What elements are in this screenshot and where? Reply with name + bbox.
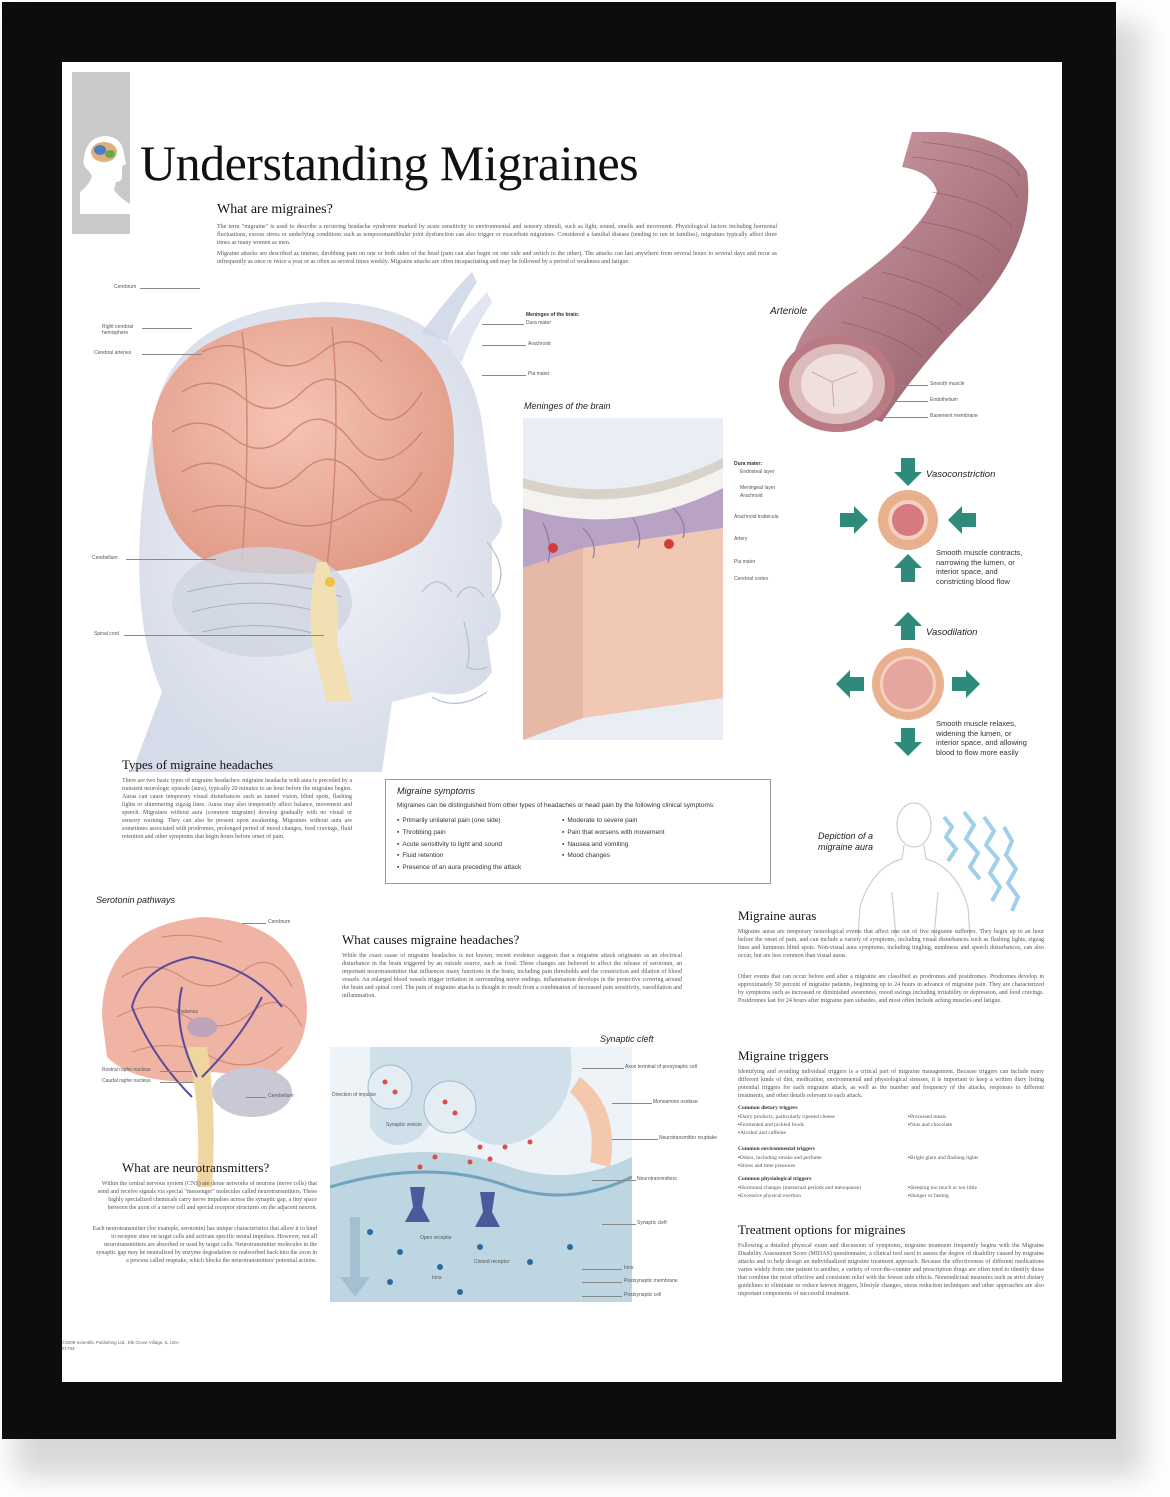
- environmental-triggers-right: [908, 1154, 978, 1162]
- copyright-text: ©2009 Scientific Publishing Ltd., Elk Grove Village, IL USA: [62, 1340, 179, 1345]
- label-rostral-raphe: Rostral raphe nucleus: [102, 1067, 151, 1073]
- trigger-item: ▪ Hormonal changes (menstrual periods and menopause): [738, 1184, 861, 1192]
- label-basement-membrane: Basement membrane: [930, 413, 978, 419]
- leader-line: [582, 1282, 622, 1283]
- leader-line: [892, 385, 928, 386]
- trigger-item: ▪ Fermented and pickled foods: [738, 1121, 835, 1129]
- vasodilation-heading: Vasodilation: [926, 627, 978, 638]
- label-ions: Ions: [624, 1265, 634, 1271]
- leader-line: [126, 559, 216, 560]
- trigger-item: ▪ Nuts and chocolate: [908, 1121, 952, 1129]
- environmental-triggers-left: [738, 1154, 822, 1170]
- neurotransmitters-heading: What are neurotransmitters?: [122, 1160, 270, 1175]
- label-direction-impulse: Direction of impulse: [332, 1092, 376, 1098]
- label-postsynaptic-cell: Postsynaptic cell: [624, 1292, 662, 1298]
- label-closed-receptor: Closed receptor: [474, 1259, 510, 1265]
- label-synaptic-cleft: Synaptic cleft: [637, 1220, 667, 1226]
- dietary-triggers-left: [738, 1113, 835, 1137]
- what-are-paragraph-1: The term "migraine" is used to describe a recurring headache syndrome marked by acute sensitivity to environmental and sensory stimuli, such as light, sound, smells and movement. Physiological factors including hormonal fluctuations, excess stress or underlying conditions such as temporomandibular joint dysfunction can also trigger or exacerbate migraines. Considered a familial disease (tending to run in families), migraines typically affect three times as many women as men.: [217, 224, 777, 246]
- meninges-illustration: [523, 418, 723, 740]
- leader-line: [160, 1082, 194, 1083]
- neurotransmitters-paragraph-2: Each neurotransmitter (for example, serotonin) has unique characteristics that allow it to bind to receptor sites on target cells and activate specific neural impulses. However, not all neurotransmitters are absorbed or used by target cells. Neurotransmitter molecules in the synaptic gap may be neutralized by enzyme degradation or reabsorbed back into the axon in a process called reuptake, which blocks the neurotransmitters' potential actions.: [92, 1226, 317, 1264]
- treatment-body: Following a detailed physical exam and discussion of symptoms, migraine treatment frequently begins with the Migraine Disability Assessment Score (MIDAS) questionnaire, a clinical tool used to assess the degree of disability caused by migraine attacks and to help design an individualized migraine treatment approach. Because the effectiveness of different medications varies widely from one patient to another, a variety of over-the-counter and prescription drugs are often tried to identify those that combine the most effective and consistent relief with the fewest side effects. Nonmedicinal measures such as strict dietary guidelines to eliminate or reduce known triggers, lifestyle changes, stress reduction techniques and other approaches are also important components of successful treatment.: [738, 1243, 1044, 1297]
- label-cerebellum: Cerebellum: [92, 555, 118, 561]
- label-pia-mater-2: Pia mater: [734, 559, 756, 565]
- copyright: [62, 1340, 179, 1352]
- leader-line: [142, 328, 192, 329]
- poster-frame: [2, 2, 1116, 1439]
- label-meninges-brain: Meninges of the brain:: [526, 312, 580, 318]
- trigger-item: ▪ Stress and time pressures: [738, 1162, 822, 1170]
- symptom-item: ▪ Nausea and vomiting: [562, 839, 665, 851]
- label-arachnoid: Arachnoid: [528, 341, 551, 347]
- leader-line: [124, 635, 324, 636]
- page-title: Understanding Migraines: [140, 135, 639, 191]
- label-arachnoid-2: Arachnoid: [740, 493, 763, 499]
- trigger-item: ▪ Odors, including smoke and perfume: [738, 1154, 822, 1162]
- symptom-item: ▪ Presence of an aura preceding the attack: [397, 862, 521, 874]
- leader-line: [482, 345, 526, 346]
- leader-line: [882, 401, 928, 402]
- label-dura-head: Dura mater:: [734, 461, 763, 467]
- item-number: #1793: [62, 1346, 75, 1351]
- neurotransmitters-paragraph-1: Within the central nervous system (CNS) are dense networks of neurons (nerve cells) that send and receive signals via special "messenger" molecules called neurotransmitters. These highly specialized chemicals carry nerve impulses across the synaptic gap, a tiny space between the axon of a nerve cell and special receptor structures on the adjacent neuron.: [97, 1181, 317, 1211]
- vasoconstriction-heading: Vasoconstriction: [926, 469, 996, 480]
- leader-line: [592, 1180, 636, 1181]
- label-thalamus: Thalamus: [176, 1009, 198, 1015]
- leader-line: [612, 1139, 658, 1140]
- trigger-item: ▪ Dairy products, particularly ripened cheese: [738, 1113, 835, 1121]
- label-monoamine-oxidase: Monoamine oxidase: [653, 1099, 698, 1105]
- label-cerebrum-2: Cerebrum: [268, 919, 291, 925]
- label-cerebellum-2: Cerebellum: [268, 1093, 294, 1099]
- label-ions-2: Ions: [432, 1275, 442, 1281]
- leader-line: [246, 1097, 266, 1098]
- symptom-item: ▪ Moderate to severe pain: [562, 815, 665, 827]
- symptom-item: ▪ Fluid retention: [397, 850, 521, 862]
- treatment-heading: Treatment options for migraines: [738, 1222, 906, 1237]
- serotonin-illustration: [92, 907, 312, 1187]
- symptoms-list-right: [562, 815, 665, 862]
- trigger-item: ▪ Alcohol and caffeine: [738, 1129, 835, 1137]
- label-postsynaptic-membrane: Postsynaptic membrane: [624, 1278, 678, 1284]
- brain-head-illustration: [92, 272, 562, 772]
- triggers-heading: Migraine triggers: [738, 1048, 829, 1063]
- leader-line: [612, 1103, 652, 1104]
- physiological-triggers-heading: Common physiological triggers: [738, 1176, 812, 1182]
- header-tab: [72, 72, 130, 234]
- leader-line: [582, 1269, 622, 1270]
- symptom-item: ▪ Mood changes: [562, 850, 665, 862]
- vasoconstriction-caption: Smooth muscle contracts, narrowing the lumen, or interior space, and constricting blood flow: [936, 548, 1023, 586]
- symptoms-list-left: [397, 815, 521, 874]
- leader-line: [582, 1296, 622, 1297]
- causes-body: While the exact cause of migraine headaches is not known, recent evidence suggests that a migraine attack originates as an electrical disturbance in the brain triggered by an outside source, such as food. These changes are believed to affect the release of serotonin, an important neurotransmitter that influences many functions in the brain, including pain thresholds and the constriction and dilation of blood vessels. An enlarged blood vessels trigger irritation in surrounding nerve endings, inflammation develops in the protective covering around the brain and spinal cord. The pain of migraine attacks is thought to result from a combination of increased pain sensitivity, vasodilation and inflammation.: [342, 953, 682, 999]
- label-pia-mater: Pia mater: [528, 371, 550, 377]
- label-caudal-raphe: Caudal raphe nucleus: [102, 1078, 151, 1084]
- meninges-heading: Meninges of the brain: [524, 401, 611, 411]
- causes-heading: What causes migraine headaches?: [342, 932, 520, 947]
- types-body: There are two basic types of migraine headaches: migraine headache with aura is preceded by a transient neurologic episode (aura), typically 20 minutes to an hour before the migraine begins. Auras can cause temporary visual disturbances such as tunnel vision, blind spots, flashing lights or shimmering zigzag lines. Auras may also temporarily affect balance, movement and speech. Migraines without aura (common migraine) develop gradually with no visual or sensory warning. They can also be present upon awakening. Migraines without aura are sometimes associated with prodromes, prolonged period of mood changes, food cravings, fluid retention and other symptoms that begin hours before onset of pain.: [122, 778, 352, 840]
- label-right-hemisphere: Right cerebral hemisphere: [102, 324, 134, 336]
- label-spinal-cord: Spinal cord: [94, 631, 120, 637]
- label-reuptake: Neurotransmitter reuptake: [659, 1135, 718, 1141]
- trigger-item: ▪ Bright glare and flashing lights: [908, 1154, 978, 1162]
- dietary-triggers-heading: Common dietary triggers: [738, 1105, 798, 1111]
- symptom-item: ▪ Pain that worsens with movement: [562, 827, 665, 839]
- what-are-paragraph-2: Migraine attacks are described as intense, throbbing pain on one or both sides of the head (pain can also begin on one side and switch to the other). The attacks can last anywhere from several hours to several days and recur as infrequently as once or twice a year or as often as several times weekly. Migraine attacks are often incapacitating and may be followed by a period of weakness and fatigue.: [217, 251, 777, 265]
- label-neurotransmitters: Neurotransmitters: [637, 1176, 677, 1182]
- types-heading: Types of migraine headaches: [122, 757, 274, 772]
- leader-line: [602, 1224, 636, 1225]
- symptom-item: ▪ Primarily unilateral pain (one side): [397, 815, 521, 827]
- leader-line: [160, 1071, 192, 1072]
- label-arachnoid-trabecula: Arachnoid trabecula: [734, 514, 779, 520]
- label-cerebral-cortex: Cerebral cortex: [734, 576, 769, 582]
- label-artery: Artery: [734, 536, 748, 542]
- auras-paragraph-1: Migraine auras are temporary neurological events that affect one out of five migraine sufferers. They begin up to an hour before the onset of pain, and can include a variety of symptoms, including visual disturbances such as flashing lights, zigzag lines and luminous blind spots. Non-visual aura symptoms, including tingling, numbness and speech disturbances, can also occur, but are less common than visual auras.: [738, 929, 1044, 959]
- environmental-triggers-heading: Common environmental triggers: [738, 1146, 815, 1152]
- trigger-item: ▪ Excessive physical exertion: [738, 1192, 861, 1200]
- trigger-item: ▪ Sleeping too much or too little: [908, 1184, 977, 1192]
- arteriole-illustration: [772, 132, 1052, 452]
- physiological-triggers-left: [738, 1184, 861, 1200]
- dietary-triggers-right: [908, 1113, 952, 1129]
- arteriole-heading: Arteriole: [770, 306, 808, 317]
- serotonin-heading: Serotonin pathways: [96, 895, 176, 905]
- aura-figure-illustration: [852, 797, 1032, 937]
- symptom-item: ▪ Acute sensitivity to light and sound: [397, 839, 521, 851]
- symptoms-heading: Migraine symptoms: [397, 786, 476, 796]
- label-smooth-muscle: Smooth muscle: [930, 381, 965, 387]
- what-are-heading: What are migraines?: [217, 202, 333, 217]
- aura-depiction-heading: Depiction of a migraine aura: [818, 831, 874, 852]
- label-open-receptor: Open receptor: [420, 1235, 452, 1241]
- trigger-item: ▪ Hunger or fasting: [908, 1192, 977, 1200]
- trigger-item: ▪ Processed meats: [908, 1113, 952, 1121]
- leader-line: [140, 288, 200, 289]
- vasodilation-caption: Smooth muscle relaxes, widening the lumen, or interior space, and allowing blood to flow more easily: [936, 719, 1027, 757]
- leader-line: [482, 375, 526, 376]
- symptom-item: ▪ Throbbing pain: [397, 827, 521, 839]
- leader-line: [242, 923, 266, 924]
- leader-line: [872, 417, 928, 418]
- leader-line: [142, 354, 202, 355]
- poster: [62, 62, 1062, 1382]
- label-endosteal: Endosteal layer: [740, 469, 775, 475]
- head-profile-icon: [72, 72, 130, 234]
- symptoms-box: [385, 779, 771, 884]
- leader-line: [582, 1068, 624, 1069]
- label-meningeal: Meningeal layer: [740, 485, 776, 491]
- symptoms-intro: Migraines can be distinguished from other types of headaches or head pain by the following clinical symptoms:: [397, 802, 715, 809]
- label-cerebrum: Cerebrum: [114, 284, 137, 290]
- label-cerebral-arteries: Cerebral arteries: [94, 350, 132, 356]
- synaptic-heading: Synaptic cleft: [600, 1034, 654, 1044]
- physiological-triggers-right: [908, 1184, 977, 1200]
- label-dura-mater: Dura mater: [526, 320, 552, 326]
- label-endothelium: Endothelium: [930, 397, 958, 403]
- label-synaptic-vesicle: Synaptic vesicle: [386, 1122, 422, 1128]
- auras-heading: Migraine auras: [738, 908, 817, 923]
- triggers-body: Identifying and avoiding individual triggers is a critical part of migraine management. Because triggers can include many different kinds of diet, medication, environmental and physiological stresses, it is important to keep a written diary listing potential triggers for each migraine attack, as well as the number and frequency of the attacks, responses to different treatments, and other details relevant to each attack.: [738, 1069, 1044, 1099]
- leader-line: [482, 324, 524, 325]
- auras-paragraph-2: Other events that can occur before and after a migraine are classified as prodromes and postdromes. Prodromes develop in approximately 50 percent of migraine patients, beginning up to 24 hours in advance of migraine pain. They are characterized by symptoms such as increased or diminished awareness, mood swings including irritability or depression, and food cravings. Postdromes last for 24 hours after migraine pain subsides, and most often include aching muscles and fatigue.: [738, 974, 1044, 1004]
- label-axon-terminal: Axon terminal of presynaptic cell: [625, 1064, 697, 1070]
